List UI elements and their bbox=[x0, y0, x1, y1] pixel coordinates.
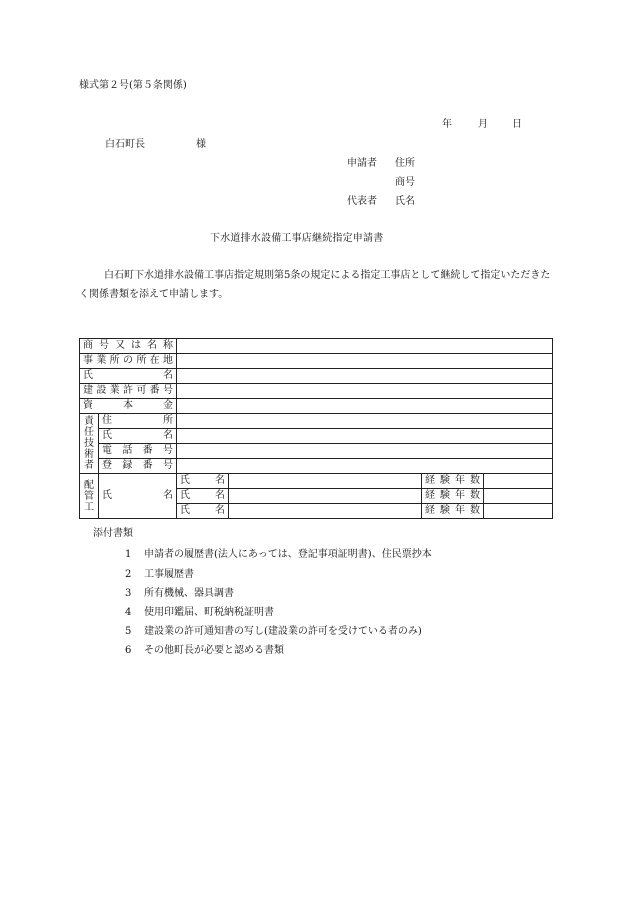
plumber-experience-value[interactable] bbox=[484, 474, 553, 489]
plumber-experience-value[interactable] bbox=[484, 489, 553, 504]
responsible-engineer-text: 責任技術者 bbox=[84, 416, 94, 471]
applicant-address-label: 住所 bbox=[395, 158, 415, 169]
attachment-item bbox=[125, 549, 432, 561]
attachment-item bbox=[125, 569, 194, 581]
engineer-address-label: 住 所 bbox=[99, 414, 177, 429]
date-month-label: 月 bbox=[478, 119, 488, 130]
plumber-name-label: 氏 名 bbox=[99, 474, 177, 519]
plumber-label bbox=[80, 474, 99, 519]
name-label: 氏 名 bbox=[80, 369, 177, 384]
engineer-phone-value[interactable] bbox=[177, 444, 553, 459]
plumber-row-name-label: 氏 名 bbox=[177, 504, 229, 519]
trade-name-value[interactable] bbox=[177, 339, 553, 354]
office-location-label: 事業所の所在地 bbox=[80, 354, 177, 369]
plumber-row-name-value[interactable] bbox=[229, 504, 422, 519]
attachment-number: 3 bbox=[125, 588, 132, 599]
plumber-text: 配管工 bbox=[84, 479, 94, 513]
body-text: 白石町下水道排水設備工事店指定規則第5条の規定による指定工事店として継続して指定いただきたく関係書類を添えて申請します。 bbox=[79, 270, 551, 300]
attachment-text: 使用印鑑届、町税納税証明書 bbox=[144, 607, 274, 618]
date-day-label: 日 bbox=[512, 119, 522, 130]
attachment-number: 4 bbox=[125, 607, 132, 618]
attachment-text: その他町長が必要と認める書類 bbox=[144, 645, 284, 656]
license-number-label: 建設業許可番号 bbox=[80, 384, 177, 399]
plumber-experience-label: 経験年数 bbox=[422, 489, 484, 504]
attachment-text: 所有機械、器具調書 bbox=[144, 588, 234, 599]
plumber-row-name-label: 氏 名 bbox=[177, 474, 229, 489]
capital-value[interactable] bbox=[177, 399, 553, 414]
plumber-row-name-value[interactable] bbox=[229, 474, 422, 489]
applicant-label: 申請者 bbox=[347, 158, 377, 169]
plumber-row-name-value[interactable] bbox=[229, 489, 422, 504]
attachment-number: 5 bbox=[125, 626, 132, 637]
plumber-experience-label: 経験年数 bbox=[422, 474, 484, 489]
attachments-heading: 添付書類 bbox=[93, 528, 133, 539]
office-location-value[interactable] bbox=[177, 354, 553, 369]
applicant-trade-name-label: 商号 bbox=[395, 177, 415, 188]
attachment-item bbox=[125, 588, 234, 600]
engineer-address-value[interactable] bbox=[177, 414, 553, 429]
application-table bbox=[79, 338, 553, 519]
name-value[interactable] bbox=[177, 369, 553, 384]
document-title: 下水道排水設備工事店継続指定申請書 bbox=[210, 233, 384, 244]
attachment-item bbox=[125, 645, 284, 657]
trade-name-label: 商号又は名称 bbox=[80, 339, 177, 354]
attachment-number: 2 bbox=[125, 569, 132, 580]
attachment-item bbox=[125, 607, 274, 619]
plumber-row-name-label: 氏 名 bbox=[177, 489, 229, 504]
engineer-registration-value[interactable] bbox=[177, 459, 553, 474]
form-number: 様式第２号(第５条関係) bbox=[79, 80, 187, 91]
representative-name-label: 氏名 bbox=[395, 196, 415, 207]
engineer-phone-label: 電話番号 bbox=[99, 444, 177, 459]
date-year-label: 年 bbox=[442, 119, 452, 130]
engineer-name-label: 氏 名 bbox=[99, 429, 177, 444]
plumber-experience-label: 経験年数 bbox=[422, 504, 484, 519]
responsible-engineer-label bbox=[80, 414, 99, 474]
attachment-number: 1 bbox=[125, 549, 132, 560]
attachment-text: 建設業の許可通知書の写し(建設業の許可を受けている者のみ) bbox=[144, 626, 422, 637]
addressee-suffix: 様 bbox=[196, 139, 206, 150]
license-number-value[interactable] bbox=[177, 384, 553, 399]
engineer-name-value[interactable] bbox=[177, 429, 553, 444]
addressee: 白石町長 bbox=[105, 139, 145, 150]
attachment-text: 工事履歴書 bbox=[144, 569, 194, 580]
plumber-experience-value[interactable] bbox=[484, 504, 553, 519]
attachment-text: 申請者の履歴書(法人にあっては、登記事項証明書)、住民票抄本 bbox=[144, 549, 432, 560]
representative-label: 代表者 bbox=[347, 196, 377, 207]
attachment-number: 6 bbox=[125, 645, 132, 656]
capital-label: 資 本 金 bbox=[80, 399, 177, 414]
engineer-registration-label: 登録番号 bbox=[99, 459, 177, 474]
attachment-item bbox=[125, 626, 422, 638]
